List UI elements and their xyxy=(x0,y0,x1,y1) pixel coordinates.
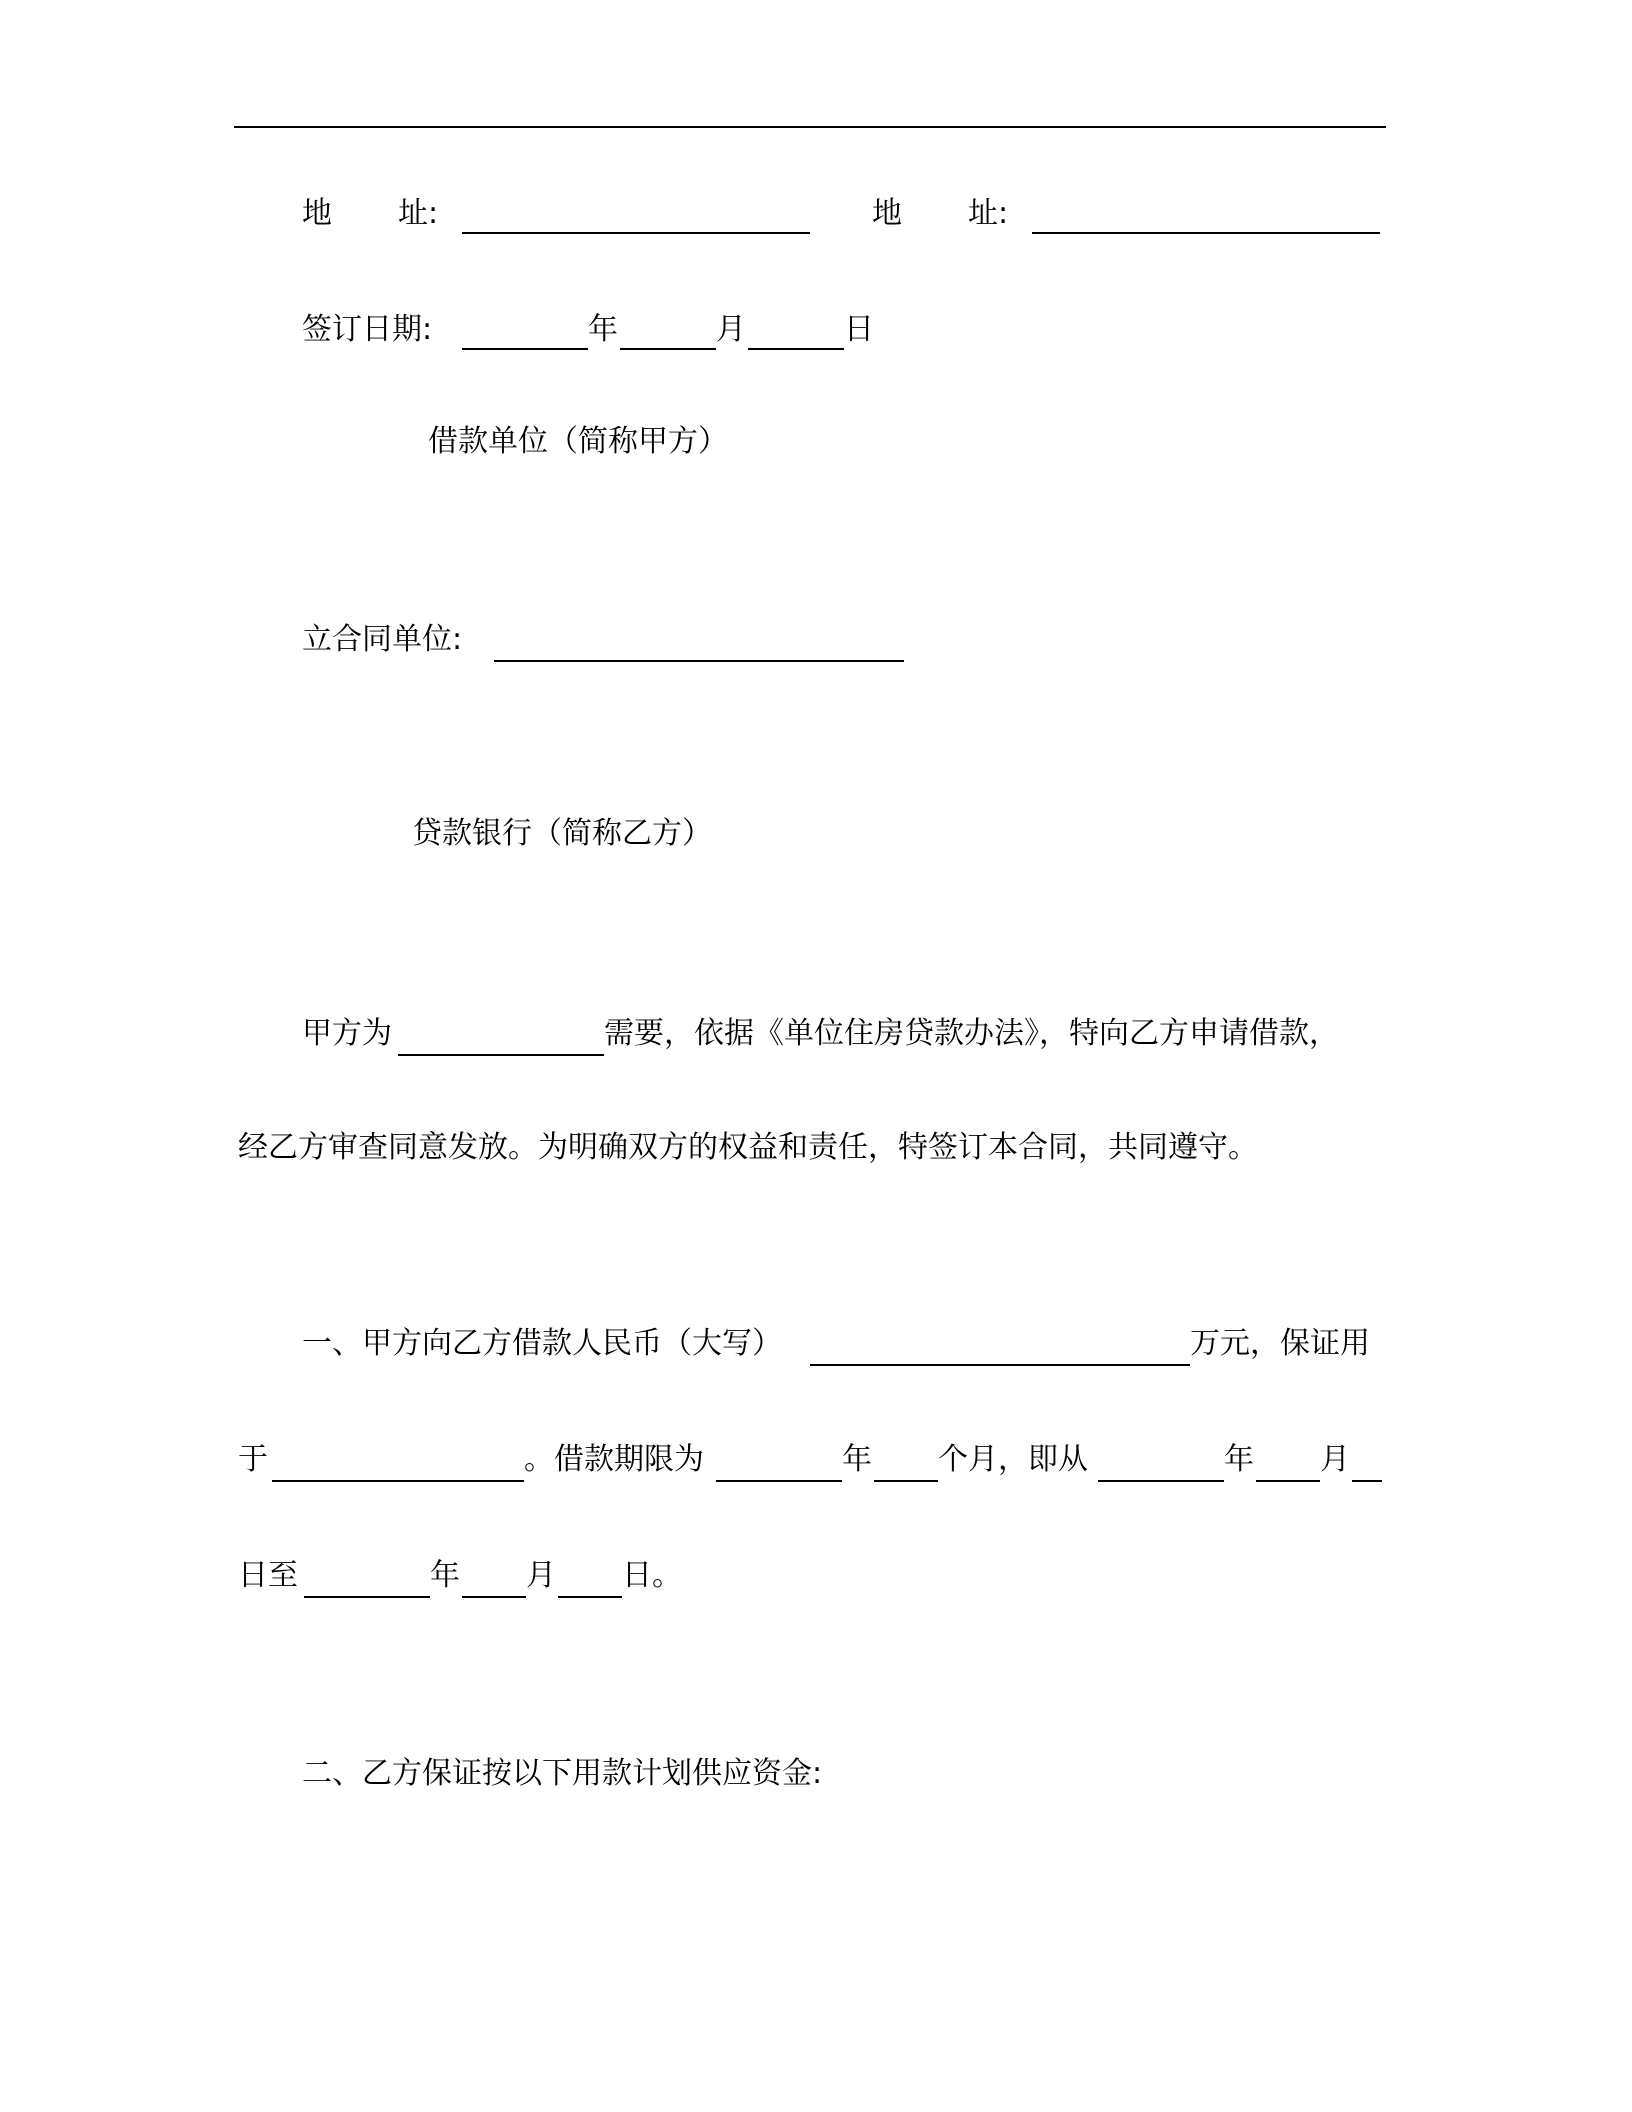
term-months-field[interactable] xyxy=(874,1480,938,1482)
clause1-l3-d: 日。 xyxy=(622,1558,682,1593)
left-address-label-b: 址: xyxy=(398,196,439,231)
clause1-l2-f: 月 xyxy=(1320,1442,1350,1477)
sign-year-unit: 年 xyxy=(588,312,618,347)
right-address-label-b: 址: xyxy=(968,196,1009,231)
intro-p1-a: 甲方为 xyxy=(302,1016,392,1051)
clause1-l3-c: 月 xyxy=(526,1558,556,1593)
borrower-heading: 借款单位（简称甲方） xyxy=(428,424,728,459)
term-years-field[interactable] xyxy=(716,1480,842,1482)
sign-day-unit: 日 xyxy=(844,312,874,347)
sign-month-field[interactable] xyxy=(620,348,716,350)
loan-amount-field[interactable] xyxy=(810,1364,1190,1366)
start-year-field[interactable] xyxy=(1098,1480,1224,1482)
end-day-field[interactable] xyxy=(558,1596,622,1598)
borrower-heading-row xyxy=(0,418,1632,466)
contract-unit-field[interactable] xyxy=(494,660,904,662)
clause1-line-1 xyxy=(0,1320,1632,1368)
intro-p1-b: 需要，依据《单位住房贷款办法》，特向乙方申请借款， xyxy=(604,1016,1339,1051)
end-month-field[interactable] xyxy=(462,1596,526,1598)
header-rule xyxy=(234,126,1386,128)
clause1-l1-b: 万元，保证用 xyxy=(1190,1326,1370,1361)
sign-year-field[interactable] xyxy=(462,348,588,350)
intro-line-2 xyxy=(0,1124,1632,1172)
intro-line-1 xyxy=(0,1010,1632,1058)
address-row xyxy=(0,190,1632,238)
clause1-line-3 xyxy=(0,1552,1632,1600)
clause1-l2-a: 于 xyxy=(238,1442,268,1477)
clause1-l3-a: 日至 xyxy=(238,1558,298,1593)
contract-unit-row xyxy=(0,616,1632,664)
clause1-l2-e: 年 xyxy=(1224,1442,1254,1477)
lender-heading: 贷款银行（简称乙方） xyxy=(412,816,712,851)
clause1-l2-c: 年 xyxy=(842,1442,872,1477)
clause2-heading: 二、乙方保证按以下用款计划供应资金: xyxy=(302,1756,823,1791)
sign-day-field[interactable] xyxy=(748,348,844,350)
lender-heading-row xyxy=(0,810,1632,858)
clause2-heading-row xyxy=(0,1750,1632,1798)
clause1-l2-d: 个月，即从 xyxy=(938,1442,1088,1477)
sign-month-unit: 月 xyxy=(716,312,746,347)
right-address-field[interactable] xyxy=(1032,232,1380,234)
left-address-label-a: 地 xyxy=(302,196,332,231)
sign-date-row xyxy=(0,306,1632,354)
clause1-l2-b: 。借款期限为 xyxy=(524,1442,704,1477)
clause1-line-2 xyxy=(0,1436,1632,1484)
start-month-field[interactable] xyxy=(1256,1480,1320,1482)
start-day-field[interactable] xyxy=(1352,1480,1382,1482)
loan-use-field[interactable] xyxy=(272,1480,524,1482)
intro-p2: 经乙方审查同意发放。为明确双方的权益和责任，特签订本合同，共同遵守。 xyxy=(238,1130,1258,1165)
clause1-l1-a: 一、甲方向乙方借款人民币（大写） xyxy=(302,1326,782,1361)
left-address-field[interactable] xyxy=(462,232,810,234)
sign-date-label: 签订日期: xyxy=(302,312,433,347)
end-year-field[interactable] xyxy=(304,1596,430,1598)
contract-unit-label: 立合同单位: xyxy=(302,622,463,657)
clause1-l3-b: 年 xyxy=(430,1558,460,1593)
purpose-field[interactable] xyxy=(398,1054,604,1056)
right-address-label-a: 地 xyxy=(872,196,902,231)
